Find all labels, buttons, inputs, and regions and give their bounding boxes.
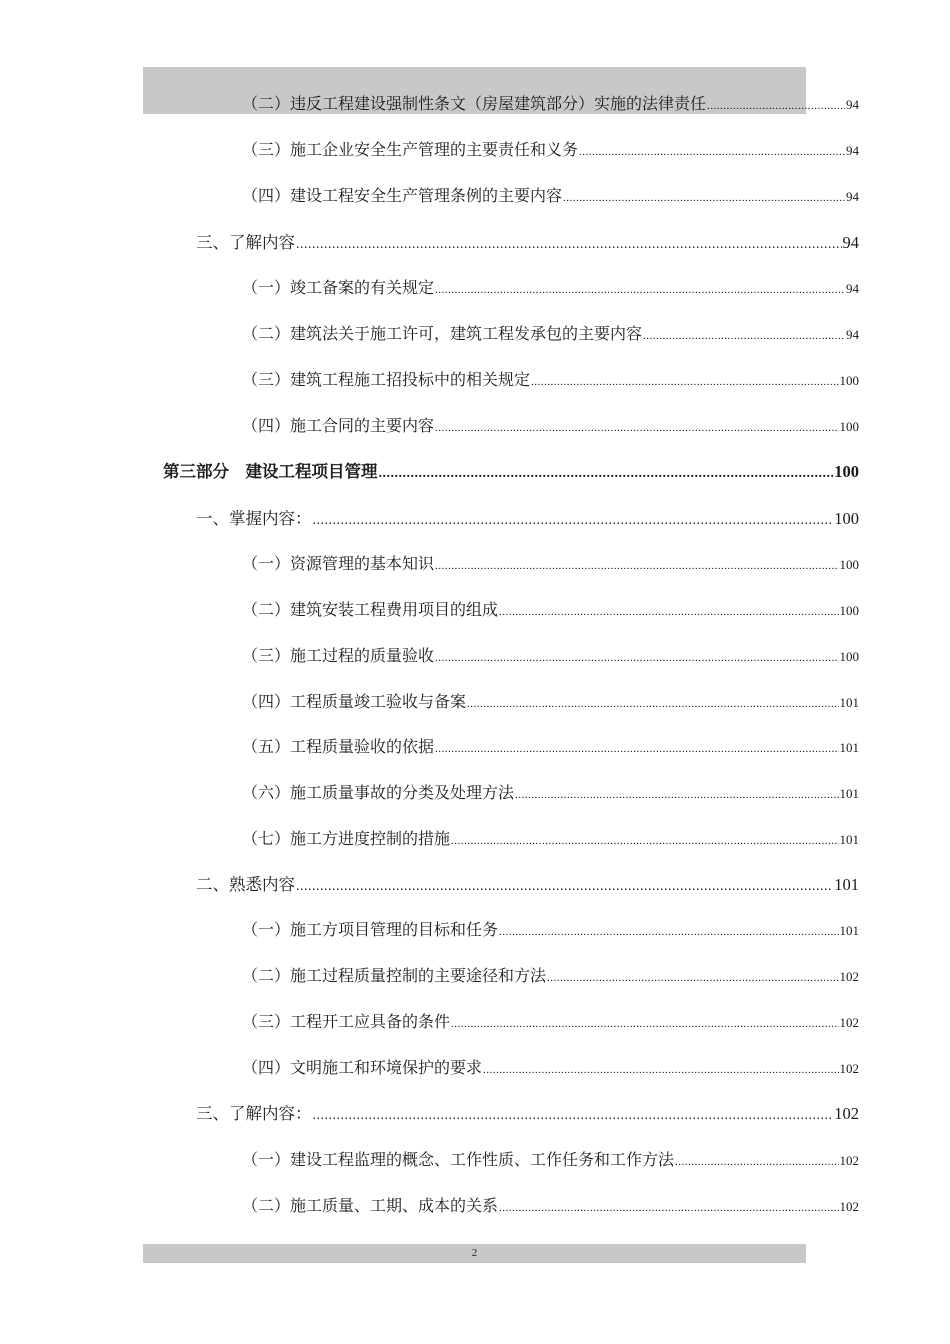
toc-entry-page: 94 (842, 233, 859, 252)
toc-entry[interactable] (196, 229, 859, 253)
toc-entry-page: 102 (839, 1199, 859, 1214)
toc-entry-title: （二）施工质量、工期、成本的关系 (242, 1196, 499, 1215)
toc-entry-title: （四）文明施工和环境保护的要求 (242, 1058, 483, 1077)
toc-entry-page: 101 (839, 695, 859, 710)
toc-dot-leader (499, 926, 838, 938)
toc-entry[interactable] (242, 917, 859, 940)
toc-dot-leader (499, 606, 838, 618)
toc-entry-page: 94 (846, 189, 859, 204)
toc-dot-leader (547, 972, 838, 984)
toc-entry-title: （二）施工过程质量控制的主要途径和方法 (242, 966, 547, 985)
toc-dot-leader (435, 422, 838, 434)
toc-entry[interactable] (242, 321, 859, 344)
toc-dot-leader (675, 1156, 838, 1168)
toc-entry-page: 102 (839, 969, 859, 984)
toc-entry-title: 三、了解内容 (196, 233, 295, 252)
toc-entry-title: （三）建筑工程施工招投标中的相关规定 (242, 370, 531, 389)
toc-entry[interactable] (242, 1147, 859, 1170)
toc-entry-title: （四）建设工程安全生产管理条例的主要内容 (242, 186, 563, 205)
toc-dot-leader (296, 879, 833, 895)
toc-dot-leader (707, 100, 845, 112)
toc-entry-page: 94 (846, 281, 859, 296)
toc-entry[interactable] (242, 413, 859, 436)
toc-entry[interactable] (242, 137, 859, 160)
toc-entry-page: 94 (846, 97, 859, 112)
toc-entry-page: 101 (839, 923, 859, 938)
toc-dot-leader (313, 513, 834, 529)
toc-entry-title: （三）工程开工应具备的条件 (242, 1012, 451, 1031)
toc-entry[interactable] (242, 780, 859, 803)
toc-dot-leader (483, 1064, 838, 1076)
toc-entry[interactable] (242, 826, 859, 849)
toc-entry[interactable] (242, 734, 859, 757)
toc-entry-page: 94 (846, 143, 859, 158)
toc-entry-title: （六）施工质量事故的分类及处理方法 (242, 783, 515, 802)
toc-entry-title: （四）工程质量竣工验收与备案 (242, 692, 467, 711)
toc-entry[interactable] (242, 551, 859, 574)
toc-entry-title: （三）施工企业安全生产管理的主要责任和义务 (242, 140, 579, 159)
toc-entry[interactable] (163, 458, 859, 482)
toc-entry-title: （一）竣工备案的有关规定 (242, 278, 435, 297)
toc-entry-page: 94 (846, 327, 859, 342)
toc-entry-page: 100 (834, 462, 859, 481)
toc-entry-title: （二）建筑安装工程费用项目的组成 (242, 600, 499, 619)
toc-entry-page: 101 (834, 875, 859, 894)
toc-entry-page: 100 (839, 373, 859, 388)
toc-dot-leader (313, 1108, 834, 1124)
toc-entry-page: 101 (839, 740, 859, 755)
toc-entry-page: 100 (839, 419, 859, 434)
toc-entry-title: （一）建设工程监理的概念、工作性质、工作任务和工作方法 (242, 1150, 675, 1169)
toc-entry[interactable] (242, 91, 859, 114)
toc-entry-title: （一）施工方项目管理的目标和任务 (242, 920, 499, 939)
toc-entry-title: 二、熟悉内容 (196, 875, 295, 894)
toc-dot-leader (499, 1202, 838, 1214)
toc-dot-leader (515, 789, 838, 801)
toc-entry-title: （五）工程质量验收的依据 (242, 737, 435, 756)
toc-entry[interactable] (242, 183, 859, 206)
toc-entry[interactable] (196, 1100, 859, 1124)
toc-entry-page: 100 (834, 509, 859, 528)
toc-entry-page: 102 (839, 1061, 859, 1076)
toc-entry-page: 100 (839, 603, 859, 618)
toc-dot-leader (643, 330, 845, 342)
toc-dot-leader (435, 560, 838, 572)
toc-entry[interactable] (196, 871, 859, 895)
toc-entry[interactable] (242, 275, 859, 298)
toc-entry-title: （四）施工合同的主要内容 (242, 416, 435, 435)
toc-dot-leader (379, 466, 834, 482)
toc-entry[interactable] (242, 1055, 859, 1078)
toc-entry[interactable] (242, 963, 859, 986)
toc-entry-title: （二）违反工程建设强制性条文（房屋建筑部分）实施的法律责任 (242, 94, 707, 113)
toc-entry[interactable] (242, 689, 859, 712)
toc-entry-title: （七）施工方进度控制的措施 (242, 829, 451, 848)
toc-dot-leader (451, 835, 838, 847)
toc-entry-title: （三）施工过程的质量验收 (242, 646, 435, 665)
toc-entry-title: 第三部分 建设工程项目管理 (163, 462, 378, 481)
toc-dot-leader (435, 284, 845, 296)
toc-dot-leader (435, 652, 838, 664)
toc-entry[interactable] (242, 1009, 859, 1032)
toc-entry-page: 101 (839, 786, 859, 801)
toc-dot-leader (296, 237, 842, 253)
toc-entry-page: 102 (834, 1104, 859, 1123)
toc-dot-leader (563, 192, 845, 204)
toc-entry-title: 一、掌握内容： (196, 509, 312, 528)
toc-entry[interactable] (242, 1193, 859, 1216)
toc-entry[interactable] (242, 367, 859, 390)
toc-entry-title: （一）资源管理的基本知识 (242, 554, 435, 573)
toc-dot-leader (435, 743, 838, 755)
toc-entry-page: 100 (839, 649, 859, 664)
toc-entry-title: 三、了解内容： (196, 1104, 312, 1123)
toc-entry-page: 100 (839, 557, 859, 572)
toc-dot-leader (579, 146, 845, 158)
toc-entry[interactable] (242, 597, 859, 620)
toc-entry-page: 101 (839, 832, 859, 847)
toc-dot-leader (451, 1018, 838, 1030)
toc-entry-title: （二）建筑法关于施工许可，建筑工程发承包的主要内容 (242, 324, 643, 343)
toc-dot-leader (467, 698, 838, 710)
toc-entry-page: 102 (839, 1153, 859, 1168)
toc-entry[interactable] (196, 505, 859, 529)
page-number: 2 (471, 1247, 478, 1259)
toc-entry[interactable] (242, 643, 859, 666)
toc-dot-leader (531, 376, 838, 388)
toc-entry-page: 102 (839, 1015, 859, 1030)
